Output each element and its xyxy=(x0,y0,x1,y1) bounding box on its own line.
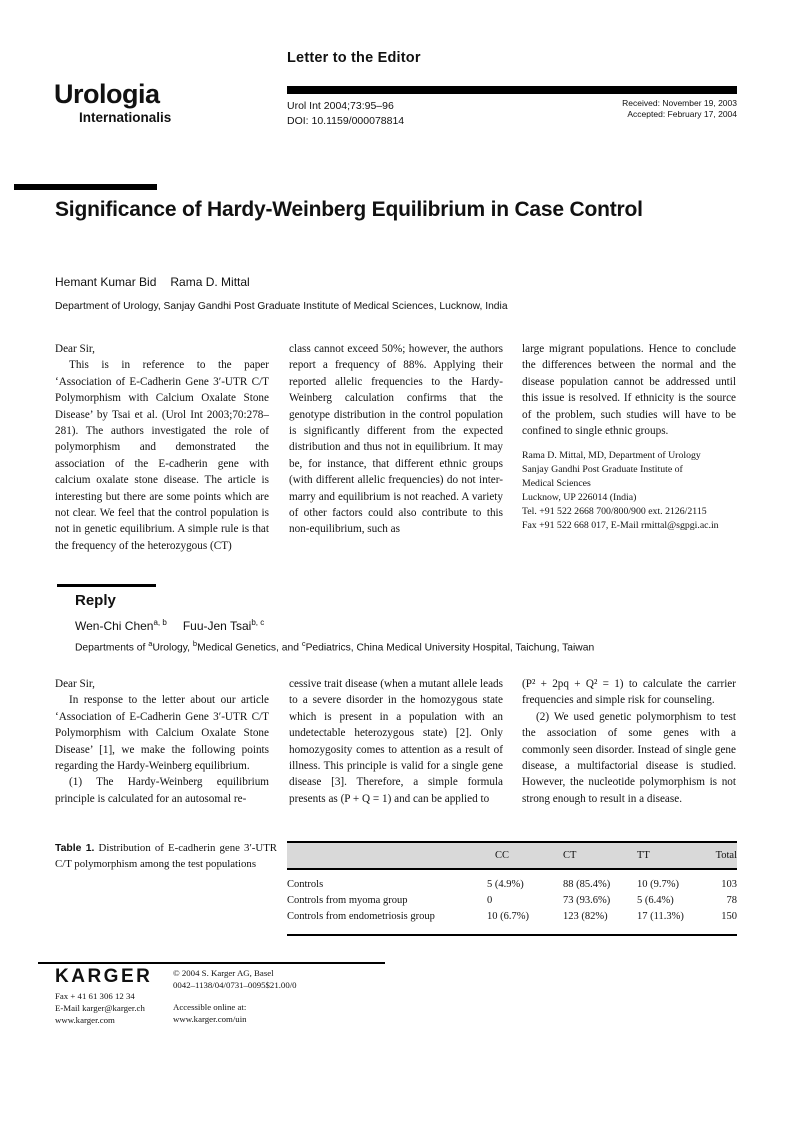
cell-total: 78 xyxy=(726,895,737,906)
cell-total: 150 xyxy=(721,911,737,922)
issn-line: 0042–1138/04/0731–0095$21.00/0 xyxy=(173,980,297,990)
reply-affiliation xyxy=(75,639,594,653)
cell-ct: 123 (82%) xyxy=(563,911,608,922)
cell-tt: 17 (11.3%) xyxy=(637,911,684,922)
table-row xyxy=(287,893,737,909)
dates-block xyxy=(622,98,737,120)
contact-line: Lucknow, UP 226014 (India) xyxy=(522,492,637,504)
section-category: Letter to the Editor xyxy=(287,50,421,66)
genotype-table xyxy=(287,841,737,936)
table-header-ct: CT xyxy=(563,850,577,861)
contact-line: Rama D. Mittal, MD, Department of Urology xyxy=(522,450,701,462)
title-rule xyxy=(14,184,157,190)
contact-line: Sanjay Gandhi Post Graduate Institute of xyxy=(522,464,683,476)
publisher-email: E-Mail karger@karger.ch xyxy=(55,1003,145,1013)
article-title: Significance of Hardy-Weinberg Equilibrium in Case Control xyxy=(55,198,643,221)
contact-line: Fax +91 522 668 017, E-Mail rmittal@sgpgi.ac.in xyxy=(522,520,719,532)
affiliation-text: Urology, xyxy=(152,642,193,654)
copyright-block xyxy=(173,967,297,1025)
table-row xyxy=(287,877,737,893)
letter-paragraph: class cannot exceed 50%; however, the authors report a frequency of 88%. Applying their reported allelic frequencies to the Hardy-Weinberg calculation confirms that the genotype distribution in the control population is significantly different from the expected distribution and thus not in equilibrium. It may be, for instance, that different ethnic groups (with different allelic frequencies) do not inter-marry and equilibrium is not reached. A variety of other factors could also contribute to this non-equilibrium, such as xyxy=(289,343,503,536)
cell-total: 103 xyxy=(721,879,737,890)
reply-paragraph: cessive trait disease (when a mutant allele leads to a severe disorder in the homozygous state which is present in a population with an undetectable heterozygous state) [2]. Only homozygosity comes to attention as a result of illness. This principle is valid for a single gene disease [3]. Therefore, a simple formula presents as (P + Q = 1) and can be applied to xyxy=(289,678,503,805)
salutation: Dear Sir, xyxy=(55,678,95,690)
row-label: Controls from endometriosis group xyxy=(287,911,435,922)
reply-column-3 xyxy=(522,676,736,807)
affiliation-marker: c xyxy=(301,639,306,648)
citation-block xyxy=(287,99,404,129)
reply-authors xyxy=(75,618,264,633)
publisher-contact xyxy=(55,990,145,1026)
online-access-url: www.karger.com/uin xyxy=(173,1014,247,1024)
cell-tt: 5 (6.4%) xyxy=(637,895,674,906)
reply-paragraph: (1) The Hardy-Weinberg equilibrium principle is calculated for an autosomal re- xyxy=(55,776,269,805)
correspondence-block xyxy=(522,449,736,533)
author-name: Hemant Kumar Bid xyxy=(55,275,157,289)
accepted-date: Accepted: February 17, 2004 xyxy=(627,109,737,119)
reply-rule xyxy=(57,584,156,587)
reply-paragraph: In response to the letter about our article ‘Association of E-Cadherin Gene 3′-UTR C/T Polymorphism with Calcium Oxalate Stone Disease’ [1], we make the following points regarding the Hardy-Weinberg equilibrium. xyxy=(55,694,269,773)
header-rule xyxy=(287,86,737,94)
reply-paragraph: (P² + 2pq + Q² = 1) to calculate the carrier frequencies and simple risk for counseling. xyxy=(522,678,736,707)
table-body xyxy=(287,870,737,936)
author-name: Wen-Chi Chen xyxy=(75,619,154,633)
table-caption-text: Distribution of E-cadherin gene 3′-UTR C/T polymorphism among the test populations xyxy=(55,842,277,870)
spacer xyxy=(173,991,297,1001)
table-caption xyxy=(55,841,277,871)
citation-line: Urol Int 2004;73:95–96 xyxy=(287,100,394,112)
reply-column-1 xyxy=(55,676,269,807)
author-name: Rama D. Mittal xyxy=(170,275,250,289)
letter-column-1 xyxy=(55,341,269,554)
table-header-cc: CC xyxy=(495,850,510,861)
row-label: Controls xyxy=(287,879,324,890)
author-name: Fuu-Jen Tsai xyxy=(182,619,252,633)
table-header-tt: TT xyxy=(637,850,650,861)
contact-line: Medical Sciences xyxy=(522,478,591,490)
row-label: Controls from myoma group xyxy=(287,895,408,906)
copyright-line: © 2004 S. Karger AG, Basel xyxy=(173,968,274,978)
affiliation-marker: a xyxy=(148,639,153,648)
received-date: Received: November 19, 2003 xyxy=(622,98,737,108)
table-header-row xyxy=(287,841,737,870)
footer-rule xyxy=(38,962,385,964)
letter-paragraph: large migrant populations. Hence to conclude the differences between the normal and the disease population cannot be addressed until this issue is resolved. If ethnicity is the source of the problem, such studies will have to be confined to single ethnic groups. xyxy=(522,343,736,438)
letter-column-3 xyxy=(522,341,736,533)
affiliation-text: Departments of xyxy=(75,642,149,654)
reply-heading: Reply xyxy=(75,592,116,609)
contact-line: Tel. +91 522 2668 700/800/900 ext. 2126/2115 xyxy=(522,506,707,518)
cell-cc: 10 (6.7%) xyxy=(487,911,529,922)
cell-ct: 73 (93.6%) xyxy=(563,895,611,906)
doi-line: DOI: 10.1159/000078814 xyxy=(287,115,405,127)
affiliation-text: Medical Genetics, and xyxy=(197,642,302,654)
affiliation-marker: b xyxy=(192,639,198,648)
publisher-logo: KARGER xyxy=(55,966,153,987)
salutation: Dear Sir, xyxy=(55,343,95,355)
cell-cc: 5 (4.9%) xyxy=(487,879,524,890)
letter-affiliation: Department of Urology, Sanjay Gandhi Post Graduate Institute of Medical Sciences, Lucknow, India xyxy=(55,301,508,312)
journal-logo-subtitle: Internationalis xyxy=(79,110,172,125)
table-row xyxy=(287,909,737,925)
reply-paragraph: (2) We used genetic polymorphism to test the association of some genes with a commonly seen disorder. Instead of single gene disease, a multifactorial disease is studied. However, the nucleotide polymorphism is not strong enough to result in a disease. xyxy=(522,710,736,805)
cell-cc: 0 xyxy=(487,895,493,906)
affiliation-text: Pediatrics, China Medical University Hospital, Taichung, Taiwan xyxy=(305,642,595,654)
letter-column-2 xyxy=(289,341,503,538)
cell-tt: 10 (9.7%) xyxy=(637,879,679,890)
cell-ct: 88 (85.4%) xyxy=(563,879,611,890)
publisher-website: www.karger.com xyxy=(55,1015,115,1025)
author-affiliation-marker: a, b xyxy=(153,618,167,627)
journal-logo: Urologia xyxy=(54,79,160,109)
reply-column-2 xyxy=(289,676,503,807)
table-caption-label: Table 1. xyxy=(55,843,95,854)
letter-paragraph: This is in reference to the paper ‘Association of E-Cadherin Gene 3′-UTR C/T Polymorphism with Calcium Oxalate Stone Disease’ by Tsai et al. (Urol Int 2003;70:278–281). The authors investigated the role of polymorphism and demonstrated the association of the E-cadherin gene with calcium oxalate stone disease. The article is interesting but there are some points which are not clear. We feel that the control population is not in genetic equilibrium. A simple rule is that the frequency of the heterozygous (CT) xyxy=(55,359,269,552)
online-access-label: Accessible online at: xyxy=(173,1002,247,1012)
author-affiliation-marker: b, c xyxy=(251,618,265,627)
publisher-fax: Fax + 41 61 306 12 34 xyxy=(55,991,135,1001)
letter-authors xyxy=(55,275,250,289)
table-header-total: Total xyxy=(715,850,737,861)
